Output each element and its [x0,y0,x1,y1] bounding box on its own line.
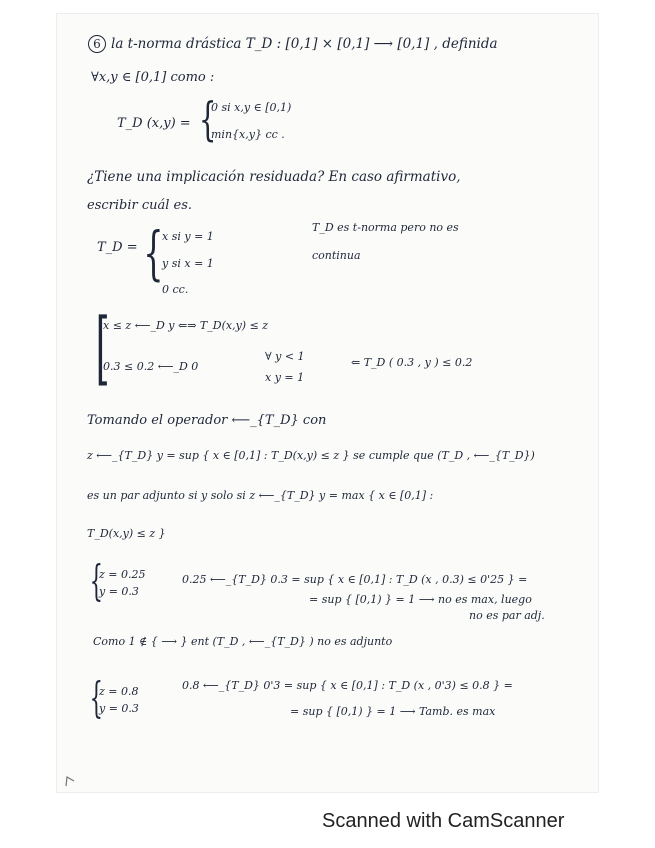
example-2-brace: { [89,673,104,722]
residuation-line-2: 0.3 ≤ 0.2 ⟵_D 0 [103,360,199,373]
example-1-computation: 0.25 ⟵_{T_D} 0.3 = sup { x ∈ [0,1] : T_D (x , 0.3) ≤ 0'25 } = [182,573,528,586]
question-line-1: ¿Tiene una implicación residuada? En caso afirmativo, [87,169,461,185]
definition-case-1: 0 si x,y ∈ [0,1) [211,101,292,114]
definition-brace: { [198,92,217,146]
scanned-page [57,14,598,792]
conclusion-line: Como 1 ∉ { ⟶ } ent (T_D , ⟵_{T_D} ) no es adjunto [93,635,393,648]
example-2-computation: 0.8 ⟵_{T_D} 0'3 = sup { x ∈ [0,1] : T_D (x , 0'3) ≤ 0.8 } = [182,679,513,692]
example-2-y: y = 0.3 [99,702,139,715]
statement-line-1: la t-norma drástica T_D : [0,1] × [0,1] ⟶ [0,1] , definida [111,36,498,52]
camscanner-watermark: Scanned with CamScanner [322,810,565,832]
example-2-result: = sup { [0,1) } = 1 ⟶ Tamb. es max [290,705,496,718]
example-1-z: z = 0.25 [99,568,146,581]
adjoint-condition-line-2: T_D(x,y) ≤ z } [87,527,166,540]
definition-lhs: T_D (x,y) = [117,116,191,131]
example-2-z: z = 0.8 [99,685,139,698]
operator-line: Tomando el operador ⟵_{T_D} con [87,413,327,428]
residuation-line-1: x ≤ z ⟵_D y ⇐⇒ T_D(x,y) ≤ z [103,319,269,332]
td-remark-2: continua [312,249,361,262]
sup-definition-line: z ⟵_{T_D} y = sup { x ∈ [0,1] : T_D(x,y) ≤ z } se cumple que (T_D , ⟵_{T_D}) [87,449,535,462]
td-definition-lhs: T_D = [97,240,138,255]
residuation-condition: ⇐ T_D ( 0.3 , y ) ≤ 0.2 [351,356,473,369]
example-1-conclusion: no es par adj. [469,609,545,622]
residuation-case-2: x y = 1 [265,371,305,384]
example-1-result: = sup { [0,1) } = 1 ⟶ no es max, luego [309,593,532,606]
definition-case-2: min{x,y} cc . [211,128,285,141]
question-line-2: escribir cuál es. [87,198,193,213]
residuation-bracket: [ [95,301,110,394]
td-case-1: x si y = 1 [162,230,214,243]
adjoint-condition-line-1: es un par adjunto si y solo si z ⟵_{T_D} y = max { x ∈ [0,1] : [87,489,434,502]
statement-line-2: ∀x,y ∈ [0,1] como : [91,70,215,85]
example-1-y: y = 0.3 [99,585,139,598]
td-remark-1: T_D es t-norma pero no es [312,221,459,234]
td-case-2: y si x = 1 [162,257,214,270]
example-1-brace: { [89,556,104,605]
page-corner-mark [64,774,76,788]
td-case-3: 0 cc. [162,283,189,296]
residuation-case-1: ∀ y < 1 [265,350,305,363]
td-definition-brace: { [143,219,164,287]
exercise-number: 6 [88,35,106,53]
